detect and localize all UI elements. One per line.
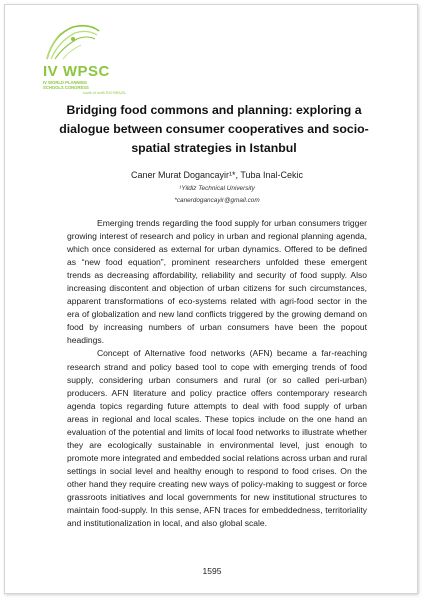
author-email: *canerdogancayir@gmail.com	[174, 197, 260, 204]
logo-subtitle: IV WORLD PLANNING SCHOOLS CONGRESS	[43, 80, 89, 90]
congress-logo	[43, 19, 153, 101]
author-affiliation: ¹Yildiz Technical University	[179, 185, 255, 192]
logo-title: IV WPSC	[43, 63, 110, 80]
globe-logo-icon	[43, 19, 103, 63]
paper-authors: Caner Murat Dogancayir¹*, Tuba Inal-Cekic	[130, 170, 304, 180]
page-number: 1595	[202, 566, 222, 576]
abstract-body	[67, 217, 367, 530]
paper-title: Bridging food commons and planning: exploring a dialogue between consumer cooperatives and socio-spatial strategies in Istanbul	[59, 103, 369, 155]
abstract-paragraph-2: Concept of Alternative food networks (AFN) became a far-reaching research strand and policy based tool to cope with emerging trends of food supply, considering urban consumers and rural (or so called peri-urban) producers. AFN literature and policy practice offers contemporary research agenda topics regarding future attempts to deal with food supply of urban areas in regional and local scales. These topics include on the one hand an evaluation of the potential and limits of local food networks to illustrate whether they are ecologically sustainable in environmental level, just enough to promote more integrated and embedded social relations across urban and rural settings in social level and healthy enough to respond to food crises. On the other hand they require creating new ways of policy-making to suggest or force grassroots initiatives and local governments for new institutional structures to maintain food-supply. In this sense, AFN traces for embeddedness, territoriality and institutionalization in local, and also global scale.	[67, 348, 367, 529]
abstract-paragraph-1: Emerging trends regarding the food supply for urban consumers trigger growing interest of research and policy in urban and regional planning agenda, which once considered as external for urban dynamics. Offered to be defined as “new food equation”, prominent researchers unfolded these emergent trends as decreasing affordability, reliability and security of food supply. Also increasing discontent and objection of urban citizens for such circumstances, apparent transformations of eco-systems related with agri-food sector in the era of globalization and new land conflicts triggered by the growing demand on food by increasing numbers of urban consumers have been the popout headings.	[67, 218, 367, 346]
logo-place: south of north RIO BRAZIL	[83, 91, 126, 95]
document-page	[4, 4, 418, 594]
